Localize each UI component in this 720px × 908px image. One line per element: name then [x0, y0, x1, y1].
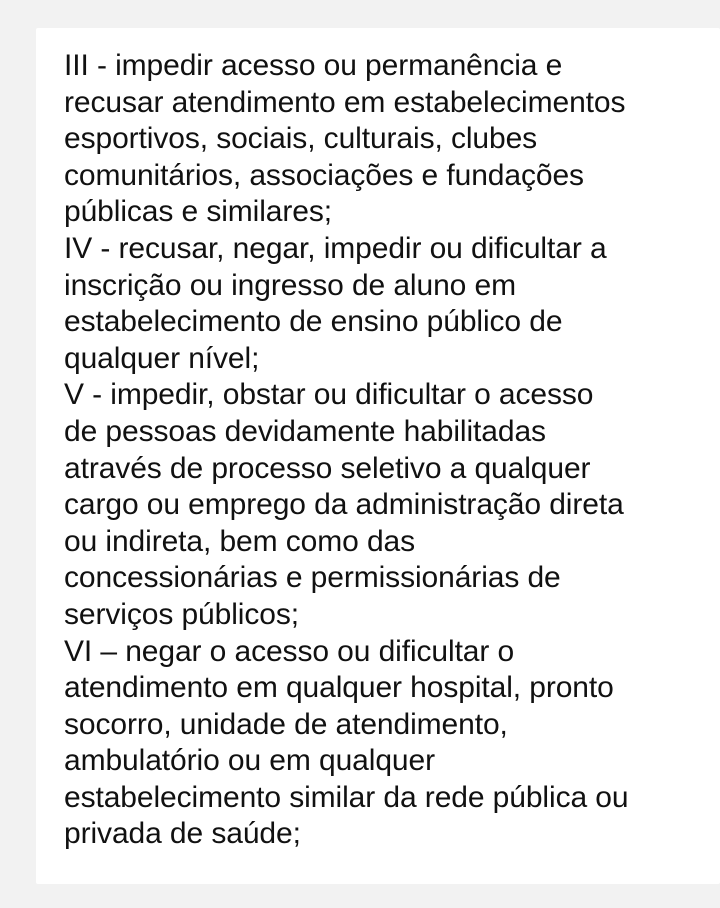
text-line: inscrição ou ingresso de aluno em: [64, 268, 516, 302]
text-line: ambulatório ou em qualquer: [64, 744, 435, 778]
text-line: ou indireta, bem como das: [64, 524, 416, 558]
document-page: [36, 28, 720, 884]
text-line: cargo ou emprego da administração direta: [64, 488, 624, 522]
legal-text: [64, 48, 704, 853]
text-line: qualquer nível;: [64, 341, 260, 375]
text-line: concessionárias e permissionárias de: [64, 561, 561, 595]
text-line: socorro, unidade de atendimento,: [64, 707, 508, 741]
text-line: IV - recusar, negar, impedir ou dificultar a: [64, 231, 607, 265]
text-line: atendimento em qualquer hospital, pronto: [64, 671, 614, 705]
text-line: privada de saúde;: [64, 817, 301, 851]
text-line: VI – negar o acesso ou dificultar o: [64, 634, 515, 668]
text-line: através de processo seletivo a qualquer: [64, 451, 591, 485]
text-line: esportivos, sociais, culturais, clubes: [64, 122, 538, 156]
text-line: de pessoas devidamente habilitadas: [64, 414, 546, 448]
text-line: estabelecimento similar da rede pública ou: [64, 780, 629, 814]
text-line: recusar atendimento em estabelecimentos: [64, 85, 626, 119]
text-line: estabelecimento de ensino público de: [64, 305, 563, 339]
text-line: V - impedir, obstar ou dificultar o acesso: [64, 378, 594, 412]
text-line: públicas e similares;: [64, 195, 333, 229]
text-line: comunitários, associações e fundações: [64, 158, 584, 192]
page-bottom-margin: [0, 884, 720, 908]
text-line: serviços públicos;: [64, 597, 299, 631]
text-line: III - impedir acesso ou permanência e: [64, 49, 563, 82]
